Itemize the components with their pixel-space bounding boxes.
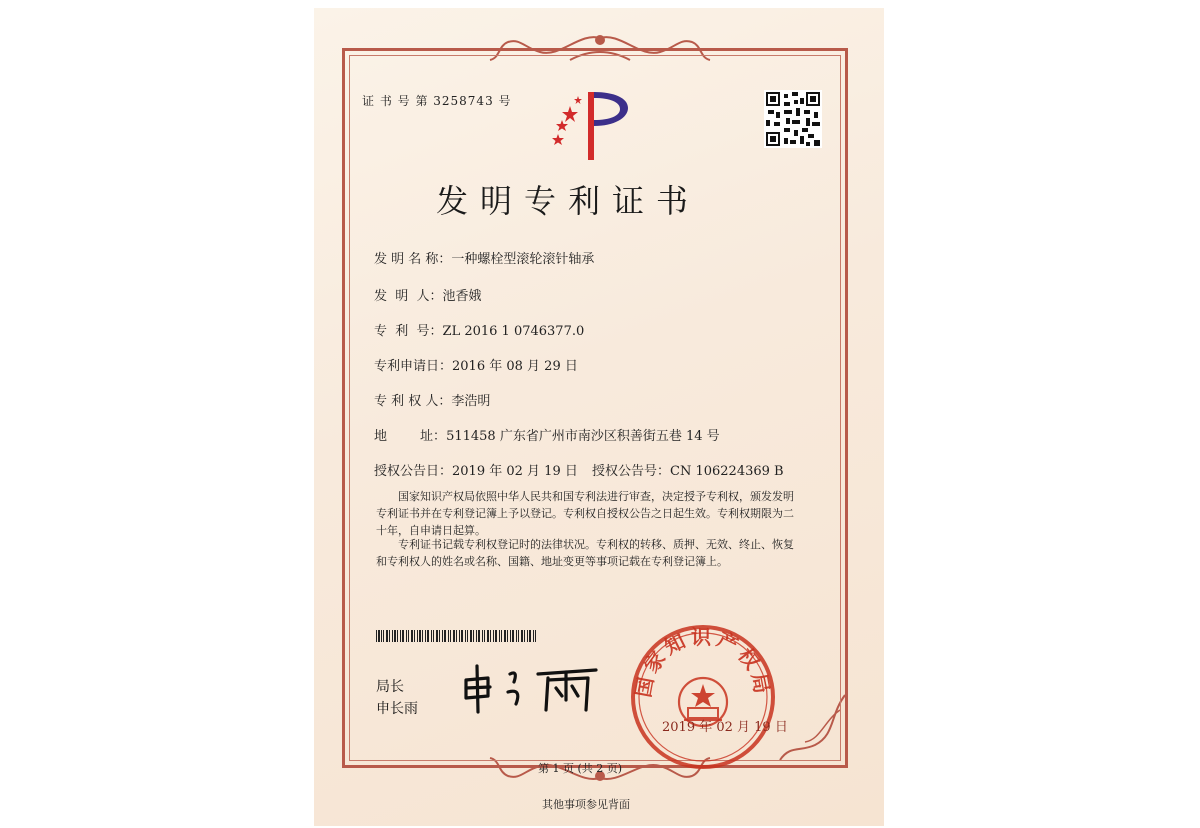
inventor-label: 发 明 人： bbox=[374, 289, 443, 304]
official-seal bbox=[628, 622, 778, 772]
patentee-value: 李浩明 bbox=[451, 394, 491, 409]
qr-code bbox=[764, 90, 822, 148]
certificate-title: 发明专利证书 bbox=[436, 182, 701, 220]
patent-number-row bbox=[374, 320, 584, 339]
seal-date: 2019 年 02 月 19 日 bbox=[662, 720, 788, 735]
patentee-row bbox=[374, 390, 490, 409]
address-value: 511458 广东省广州市南沙区积善街五巷 14 号 bbox=[446, 429, 720, 444]
filing-date-row bbox=[374, 355, 578, 374]
invention-name-label: 发 明 名 称： bbox=[374, 252, 452, 267]
address-label: 地 址： bbox=[374, 429, 447, 444]
body-paragraph-2: 专利证书记载专利权登记时的法律状况。专利权的转移、质押、无效、终止、恢复和专利权人的姓名或名称、国籍、地址变更等事项记载在专利登记簿上。 bbox=[376, 538, 794, 568]
page-indicator: 第 1 页 (共 2 页) bbox=[538, 762, 623, 775]
grant-number-row bbox=[592, 460, 784, 479]
grant-date-value: 2019 年 02 月 19 日 bbox=[452, 464, 578, 479]
invention-name-row bbox=[374, 248, 594, 267]
footer-note: 其他事项参见背面 bbox=[542, 798, 630, 811]
grant-date-row bbox=[374, 460, 578, 479]
body-paragraph-1: 国家知识产权局依照中华人民共和国专利法进行审查，决定授予专利权，颁发发明专利证书并在专利登记簿上予以登记。专利权自授权公告之日起生效。专利权期限为二十年，自申请日起算。 bbox=[376, 490, 794, 537]
grant-number-label: 授权公告号： bbox=[592, 464, 671, 479]
svg-text:国家知识产权局: 国家知识产权局 bbox=[631, 624, 775, 700]
patent-number-label: 专 利 号： bbox=[374, 324, 443, 339]
cnipa-logo bbox=[548, 88, 638, 164]
invention-name-value: 一种螺栓型滚轮滚针轴承 bbox=[451, 252, 595, 267]
address-row bbox=[374, 425, 720, 444]
handwritten-signature bbox=[458, 660, 608, 716]
patentee-label: 专 利 权 人： bbox=[374, 394, 452, 409]
signatory-title: 局长 bbox=[376, 679, 404, 695]
grant-number-value: CN 106224369 B bbox=[670, 464, 784, 479]
certificate-number: 证 书 号 第 3258743 号 bbox=[362, 94, 512, 108]
filing-date-value: 2016 年 08 月 29 日 bbox=[452, 359, 578, 374]
patent-number-value: ZL 2016 1 0746377.0 bbox=[442, 324, 585, 339]
grant-date-label: 授权公告日： bbox=[374, 464, 453, 479]
inventor-value: 池香娥 bbox=[442, 289, 482, 304]
inventor-row bbox=[374, 285, 482, 304]
signatory-name: 申长雨 bbox=[376, 701, 418, 717]
barcode bbox=[376, 630, 536, 642]
filing-date-label: 专利申请日： bbox=[374, 359, 453, 374]
